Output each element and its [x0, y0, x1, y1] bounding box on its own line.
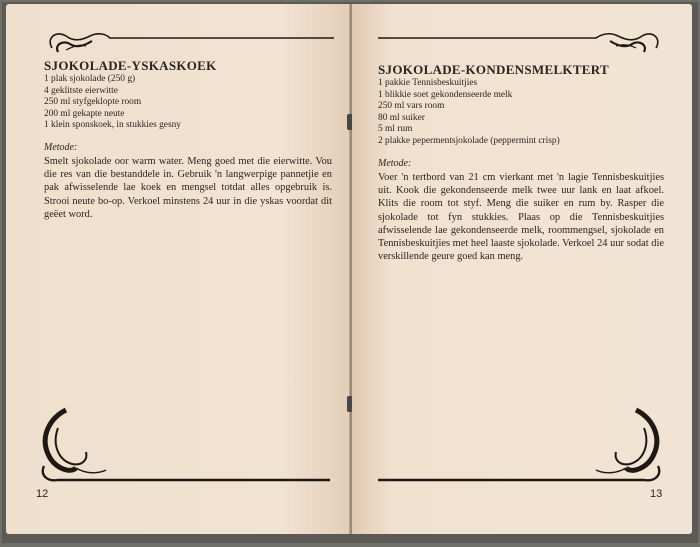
page-number: 13 [650, 488, 663, 500]
list-item: 5 ml rum [378, 124, 413, 135]
left-page [6, 4, 350, 534]
ingredient-list [44, 74, 181, 132]
method-text: Smelt sjokolade oor warm water. Meng goed met die eierwitte. Vou die res van die bestanddele in. Gebruik 'n langwerpige pannetjie en pak afwisselende lae koek en mengsel totdat alles opgebruik is. Strooi neute bo-op. Verkoel minstens 24 uur in die yskas voordat dit geëet word. [44, 156, 332, 220]
list-item: 1 klein sponskoek, in stukkies gesny [44, 120, 181, 131]
list-item: 2 plakke pepermentsjokolade (peppermint crisp) [378, 135, 560, 146]
list-item: 1 blikkie soet gekondenseerde melk [378, 89, 513, 100]
method-label: Metode: [378, 158, 412, 169]
list-item: 1 plak sjokolade (250 g) [44, 74, 136, 84]
method-label: Metode: [44, 142, 78, 153]
top-right-ornament [378, 26, 660, 56]
list-item: 1 pakkie Tennisbeskuitjies [378, 78, 478, 88]
page-number: 12 [36, 488, 49, 500]
right-page [352, 4, 692, 534]
list-item: 80 ml suiker [378, 112, 425, 123]
ingredient-list [378, 78, 560, 148]
bottom-right-ornament [374, 408, 666, 490]
bottom-left-ornament [36, 408, 336, 490]
top-left-ornament [44, 26, 340, 56]
recipe-title: SJOKOLADE-YSKASKOEK [44, 58, 217, 73]
method-text: Voer 'n tertbord van 21 cm vierkant met 'n lagie Tennisbeskuitjies uit. Kook die gekondenseerde melk twee uur lank en laat afkoel. Klits die room tot styf. Meng die suiker en rum by. Rasper die sjokolade tot fyn stukkies. Plaas op die Tennisbeskuitjies afwisselende lae gekondenseerde melk, roommengsel, sjokolade en Tennisbeskuitjies met heel laaste sjokolade. Verkoel 24 uur sodat die verskillende geure goed kan meng. [378, 172, 664, 263]
list-item: 250 ml styfgeklopte room [44, 97, 142, 108]
recipe-title: SJOKOLADE-KONDENSMELKTERT [378, 62, 609, 77]
list-item: 250 ml vars room [378, 101, 445, 112]
list-item: 200 ml gekapte neute [44, 108, 125, 119]
list-item: 4 geklitste eierwitte [44, 85, 118, 96]
